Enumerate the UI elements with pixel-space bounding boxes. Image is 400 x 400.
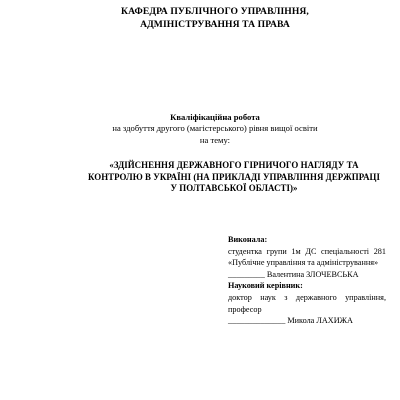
thesis-topic-line-1: «ЗДІЙСНЕННЯ ДЕРЖАВНОГО ГІРНИЧОГО НАГЛЯДУ ТА: [109, 160, 359, 170]
work-type-block: [60, 112, 370, 146]
author-description: студентка групи 1м ДС спеціальності 281 «Публічне управління та адміністрування»: [228, 246, 386, 268]
department-line-1: КАФЕДРА ПУБЛІЧНОГО УПРАВЛІННЯ,: [121, 6, 309, 17]
thesis-topic-line-3: У ПОЛТАВСЬКОЇ ОБЛАСТІ)»: [170, 183, 298, 194]
supervisor-label: Науковий керівник:: [228, 281, 303, 291]
department-header: [60, 6, 370, 31]
department-line-2: АДМІНІСТРУВАННЯ ТА ПРАВА: [140, 18, 290, 30]
degree-line: на здобуття другого (магістерського) рівня вищої освіти: [112, 123, 318, 134]
author-signature-line: _________ Валентина ЗЛОЧЕВСЬКА: [228, 269, 359, 279]
supervisor-description: доктор наук з державного управління, професор: [228, 292, 386, 314]
author-label: Виконала:: [228, 235, 268, 244]
thesis-topic: [84, 160, 384, 195]
thesis-topic-line-2: КОНТРОЛЮ В УКРАЇНІ (НА ПРИКЛАДІ УПРАВЛІННЯ ДЕРЖПРАЦІ: [87, 171, 380, 182]
topic-intro: на тему:: [199, 134, 231, 145]
work-type-title: Кваліфікаційна робота: [170, 112, 260, 122]
signature-block: [228, 234, 386, 327]
supervisor-signature-line: ______________ Микола ЛАХИЖА: [228, 316, 353, 326]
